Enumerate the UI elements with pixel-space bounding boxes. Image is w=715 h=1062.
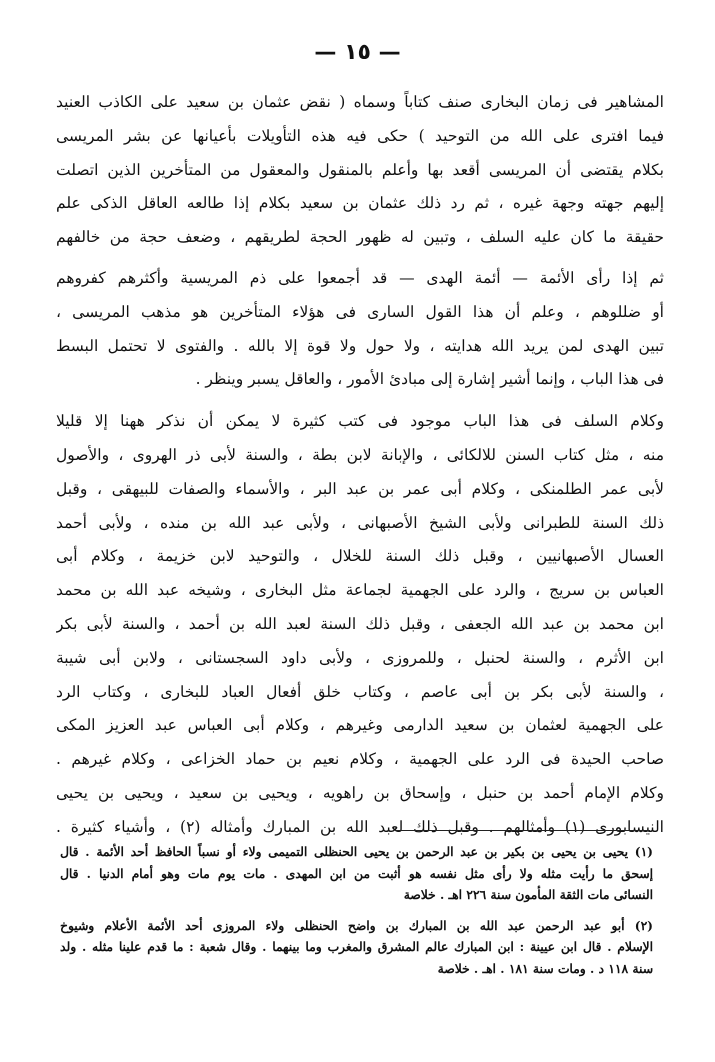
text-line: منه ، مثل كتاب السنن للالكائى ، والإبانة لابن بطة ، والسنة لأبى ذر الهروى ، والأصول	[56, 445, 664, 464]
text-line: حقيقة ما كان عليه السلف ، وتبين له ظهور الحجة لطريقهم ، وضعف حجة من خالفهم	[56, 228, 664, 247]
text-line: إليهم جهته وجهة غيره ، ثم رد ذلك عثمان بن سعيد بكلام إذا طالعه العاقل الذكى علم	[56, 194, 664, 213]
text-line: ابن الأثرم ، والسنة لحنبل ، وللمروزى ، ولأبى داود السجستانى ، ولابن أبى شيبة	[56, 648, 664, 667]
text-line: ذلك السنة للطبرانى ولأبى الشيخ الأصبهانى ، ولأبى عبد الله بن منده ، ولأبى أحمد	[56, 513, 664, 532]
text-line: تبين الهدى لمن يريد الله هدايته ، ولا حول ولا قوة إلا بالله . والفتوى لا تحتمل البسط	[56, 336, 664, 355]
footnote-line: إسحق ما رأيت مثله ولا رأى مثل نفسه هو أثبت من ابن المهدى . مات يوم مات وهو أمام الدنيا . قال	[60, 865, 653, 881]
text-line: العباس بن سريج ، والرد على الجهمية لجماعة مثل البخارى ، وشيخه عبد الله بن محمد	[56, 581, 664, 600]
footnote-line: النسائى مات الثقة المأمون سنة ٢٢٦ اهـ . خلاصة	[403, 887, 653, 902]
footnote-line: (١) يحيى بن يحيى بن بكير بن عبد الرحمن بن يحيى الحنظلى التميمى ولاء أو نسباً الحافظ أحد الأئمة . قال	[60, 844, 653, 859]
text-line: وكلام السلف فى هذا الباب موجود فى كتب كثيرة لا يمكن أن نذكر ههنا إلا قليلا	[56, 412, 664, 431]
text-line: بكلام يقتضى أن المريسى أقعد بها وأعلم بالمنقول والمعقول من المتأخرين الذين اتصلت	[56, 160, 664, 179]
text-line: فيما افترى على الله من التوحيد ) حكى فيه هذه التأويلات بأعيانها عن بشر المريسى	[56, 126, 664, 145]
footnote-line: (٢) أبو عبد الرحمن عبد الله بن المبارك بن واضح الحنظلى ولاء المروزى أحد الأئمة الأعلام وشيوخ	[60, 917, 653, 933]
footnote-line: سنة ١١٨ د . ومات سنة ١٨١ . اهـ . خلاصة	[437, 960, 653, 976]
text-line: وكلام الإمام أحمد بن حنبل ، وإسحاق بن راهويه ، ويحيى بن سعيد ، ويحيى بن يحيى	[56, 783, 664, 802]
text-line: لأبى عمر الطلمنكى ، وكلام أبى عمر بن عبد البر ، والأسماء والصفات للبيهقى ، وقبل	[56, 479, 664, 498]
footnote-1	[60, 841, 653, 906]
text-line: النيسابورى (١) وأمثالهم . وقبل ذلك لعبد الله بن المبارك وأمثاله (٢) ، وأشياء كثيرة .	[56, 817, 664, 836]
text-line: العسال الأصبهانيين ، وقبل ذلك السنة للخلال ، والتوحيد لابن خزيمة ، وكلام أبى	[56, 547, 664, 566]
text-line: ابن محمد بن عبد الله الجعفى ، وقبل ذلك السنة لعبد الله بن أحمد ، والسنة لأبى بكر	[56, 614, 664, 633]
text-line: صاحب الحيدة فى الرد على الجهمية ، وكلام نعيم بن حماد الخزاعى ، وكلام غيرهم .	[56, 750, 664, 769]
footnotes	[60, 841, 653, 979]
footnote-divider	[395, 830, 650, 831]
text-line: على الجهمية لعثمان بن سعيد الدارمى وغيرهم ، وكلام أبى العباس عبد العزيز المكى	[56, 716, 664, 735]
text-line: فى هذا الباب ، وإنما أشير إشارة إلى مبادئ الأمور ، والعاقل يسبر وينظر .	[195, 370, 664, 389]
footnote-2	[60, 915, 653, 980]
page-number: — ١٥ —	[314, 40, 401, 65]
text-line: أو ضللوهم ، وعلم أن هذا القول السارى فى هؤلاء المتأخرين هو مذهب المريسى ،	[56, 302, 664, 321]
text-line: المشاهير فى زمان البخارى صنف كتاباً وسماه ( نقض عثمان بن سعيد على الكاذب العنيد	[56, 93, 664, 111]
text-line: ، والسنة لأبى بكر بن أبى عاصم ، وكتاب خلق أفعال العباد للبخارى ، وكتاب الرد	[56, 682, 664, 701]
footnote-line: الإسلام . قال ابن عيينة : ابن المبارك عالم المشرق والمغرب وما بينهما . وقال شعبة : ما قدم علينا مثله . ولد	[60, 939, 653, 954]
main-text	[56, 86, 664, 845]
text-line: ثم إذا رأى الأئمة — أئمة الهدى — قد أجمعوا على ذم المريسية وأكثرهم كفروهم	[56, 268, 664, 287]
